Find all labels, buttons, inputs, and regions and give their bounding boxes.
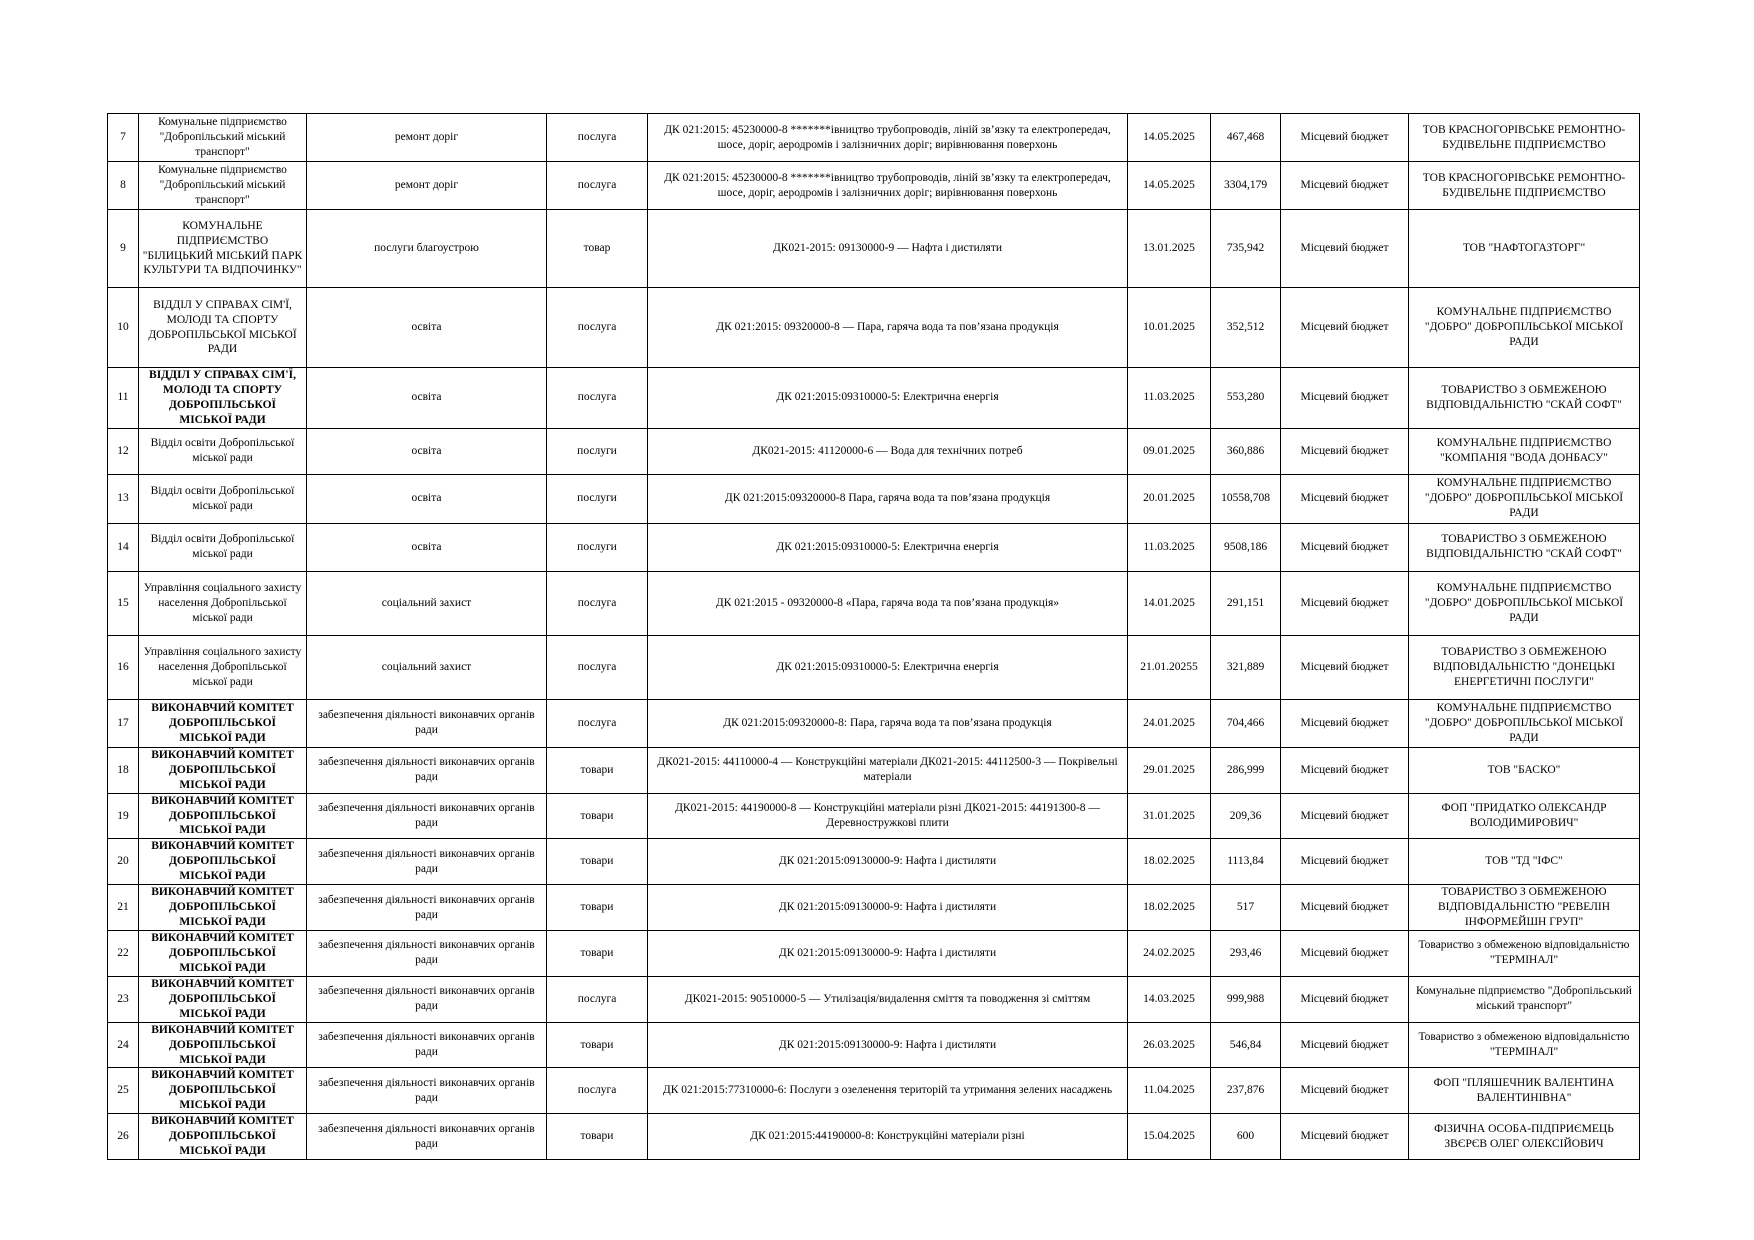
amount-cell: 286,999	[1211, 747, 1281, 793]
funding-source-cell: Місцевий бюджет	[1281, 368, 1409, 429]
purpose-cell: ремонт доріг	[307, 162, 547, 210]
cpv-code-cell: ДК 021:2015:44190000-8: Конструкційні матеріали різні	[648, 1114, 1128, 1160]
amount-cell: 360,886	[1211, 428, 1281, 474]
row-number: 15	[108, 571, 139, 635]
supplier-cell: ТОВАРИСТВО З ОБМЕЖЕНОЮ ВІДПОВІДАЛЬНІСТЮ "РЕВЕЛІН ІНФОРМЕЙШН ГРУП"	[1409, 885, 1640, 931]
date-cell: 14.01.2025	[1128, 571, 1211, 635]
amount-cell: 10558,708	[1211, 474, 1281, 523]
row-number: 11	[108, 368, 139, 429]
procurement-type-cell: товари	[547, 839, 648, 885]
cpv-code-cell: ДК 021:2015:09130000-9: Нафта і дистиляти	[648, 885, 1128, 931]
amount-cell: 467,468	[1211, 114, 1281, 162]
table-row	[108, 1068, 1640, 1114]
table-row	[108, 288, 1640, 368]
row-number: 10	[108, 288, 139, 368]
supplier-cell: ТОВАРИСТВО З ОБМЕЖЕНОЮ ВІДПОВІДАЛЬНІСТЮ "СКАЙ СОФТ"	[1409, 523, 1640, 571]
funding-source-cell: Місцевий бюджет	[1281, 1022, 1409, 1068]
row-number: 26	[108, 1114, 139, 1160]
procurement-type-cell: послуга	[547, 976, 648, 1022]
date-cell: 13.01.2025	[1128, 210, 1211, 288]
date-cell: 15.04.2025	[1128, 1114, 1211, 1160]
table-row	[108, 1114, 1640, 1160]
cpv-code-cell: ДК021-2015: 44110000-4 — Конструкційні матеріали ДК021-2015: 44112500-3 — Покрівельні матеріали	[648, 747, 1128, 793]
purpose-cell: ремонт доріг	[307, 114, 547, 162]
purpose-cell: забезпечення діяльності виконавчих органів ради	[307, 885, 547, 931]
funding-source-cell: Місцевий бюджет	[1281, 976, 1409, 1022]
row-number: 13	[108, 474, 139, 523]
row-number: 22	[108, 931, 139, 977]
table-row	[108, 523, 1640, 571]
table-row	[108, 793, 1640, 839]
row-number: 16	[108, 635, 139, 699]
table-row	[108, 931, 1640, 977]
amount-cell: 553,280	[1211, 368, 1281, 429]
table-row	[108, 162, 1640, 210]
cpv-code-cell: ДК021-2015: 90510000-5 — Утилізація/видалення сміття та поводження зі сміттям	[648, 976, 1128, 1022]
cpv-code-cell: ДК 021:2015: 45230000-8 *******івництво трубопроводів, ліній зв’язку та електропередач, шосе, доріг, аеродромів і залізничних доріг; вирівнювання поверхонь	[648, 162, 1128, 210]
date-cell: 14.05.2025	[1128, 114, 1211, 162]
cpv-code-cell: ДК 021:2015: 09320000-8 — Пара, гаряча вода та пов’язана продукція	[648, 288, 1128, 368]
purpose-cell: забезпечення діяльності виконавчих органів ради	[307, 1022, 547, 1068]
purpose-cell: забезпечення діяльності виконавчих органів ради	[307, 1068, 547, 1114]
row-number: 9	[108, 210, 139, 288]
date-cell: 26.03.2025	[1128, 1022, 1211, 1068]
date-cell: 24.02.2025	[1128, 931, 1211, 977]
procurement-type-cell: послуга	[547, 288, 648, 368]
purpose-cell: освіта	[307, 523, 547, 571]
procurement-table	[107, 113, 1640, 1160]
amount-cell: 3304,179	[1211, 162, 1281, 210]
organization-cell: Комунальне підприємство "Добропільський міський транспорт"	[139, 162, 307, 210]
row-number: 18	[108, 747, 139, 793]
row-number: 23	[108, 976, 139, 1022]
date-cell: 11.04.2025	[1128, 1068, 1211, 1114]
funding-source-cell: Місцевий бюджет	[1281, 839, 1409, 885]
purpose-cell: освіта	[307, 288, 547, 368]
cpv-code-cell: ДК 021:2015:77310000-6: Послуги з озеленення територій та утримання зелених насаджень	[648, 1068, 1128, 1114]
amount-cell: 291,151	[1211, 571, 1281, 635]
organization-cell: ВІДДІЛ У СПРАВАХ СІМ'Ї, МОЛОДІ ТА СПОРТУ ДОБРОПІЛЬСЬКОЇ МІСЬКОЇ РАДИ	[139, 368, 307, 429]
supplier-cell: ТОВ "НАФТОГАЗТОРГ"	[1409, 210, 1640, 288]
organization-cell: Управління соціального захисту населення Добропільської міської ради	[139, 571, 307, 635]
funding-source-cell: Місцевий бюджет	[1281, 635, 1409, 699]
table-row	[108, 571, 1640, 635]
funding-source-cell: Місцевий бюджет	[1281, 931, 1409, 977]
date-cell: 09.01.2025	[1128, 428, 1211, 474]
supplier-cell: КОМУНАЛЬНЕ ПІДПРИЄМСТВО "ДОБРО" ДОБРОПІЛЬСЬКОЇ МІСЬКОЇ РАДИ	[1409, 474, 1640, 523]
procurement-type-cell: послуга	[547, 571, 648, 635]
date-cell: 20.01.2025	[1128, 474, 1211, 523]
supplier-cell: ТОВАРИСТВО З ОБМЕЖЕНОЮ ВІДПОВІДАЛЬНІСТЮ "СКАЙ СОФТ"	[1409, 368, 1640, 429]
purpose-cell: забезпечення діяльності виконавчих органів ради	[307, 839, 547, 885]
purpose-cell: освіта	[307, 368, 547, 429]
amount-cell: 321,889	[1211, 635, 1281, 699]
purpose-cell: забезпечення діяльності виконавчих органів ради	[307, 747, 547, 793]
date-cell: 14.03.2025	[1128, 976, 1211, 1022]
cpv-code-cell: ДК 021:2015:09310000-5: Електрична енергія	[648, 368, 1128, 429]
procurement-type-cell: товари	[547, 793, 648, 839]
funding-source-cell: Місцевий бюджет	[1281, 793, 1409, 839]
row-number: 8	[108, 162, 139, 210]
procurement-type-cell: послуги	[547, 474, 648, 523]
purpose-cell: освіта	[307, 474, 547, 523]
organization-cell: Комунальне підприємство "Добропільський міський транспорт"	[139, 114, 307, 162]
supplier-cell: ТОВАРИСТВО З ОБМЕЖЕНОЮ ВІДПОВІДАЛЬНІСТЮ "ДОНЕЦЬКІ ЕНЕРГЕТИЧНІ ПОСЛУГИ"	[1409, 635, 1640, 699]
cpv-code-cell: ДК021-2015: 44190000-8 — Конструкційні матеріали різні ДК021-2015: 44191300-8 — Деревностружкові плити	[648, 793, 1128, 839]
funding-source-cell: Місцевий бюджет	[1281, 571, 1409, 635]
supplier-cell: Комунальне підприємство "Добропільський міський транспорт"	[1409, 976, 1640, 1022]
table-row	[108, 839, 1640, 885]
supplier-cell: ТОВ "ТД "ІФС"	[1409, 839, 1640, 885]
cpv-code-cell: ДК 021:2015:09320000-8: Пара, гаряча вода та пов’язана продукція	[648, 699, 1128, 747]
row-number: 17	[108, 699, 139, 747]
procurement-type-cell: послуги	[547, 428, 648, 474]
table-row	[108, 699, 1640, 747]
purpose-cell: соціальний захист	[307, 571, 547, 635]
organization-cell: ВИКОНАВЧИЙ КОМІТЕТ ДОБРОПІЛЬСЬКОЇ МІСЬКОЇ РАДИ	[139, 1114, 307, 1160]
funding-source-cell: Місцевий бюджет	[1281, 523, 1409, 571]
supplier-cell: ТОВ КРАСНОГОРІВСЬКЕ РЕМОНТНО-БУДІВЕЛЬНЕ ПІДПРИЄМСТВО	[1409, 114, 1640, 162]
amount-cell: 517	[1211, 885, 1281, 931]
cpv-code-cell: ДК 021:2015 - 09320000-8 «Пара, гаряча вода та пов’язана продукція»	[648, 571, 1128, 635]
table-row	[108, 368, 1640, 429]
funding-source-cell: Місцевий бюджет	[1281, 474, 1409, 523]
amount-cell: 237,876	[1211, 1068, 1281, 1114]
purpose-cell: забезпечення діяльності виконавчих органів ради	[307, 931, 547, 977]
date-cell: 29.01.2025	[1128, 747, 1211, 793]
row-number: 25	[108, 1068, 139, 1114]
cpv-code-cell: ДК 021:2015: 45230000-8 *******івництво трубопроводів, ліній зв’язку та електропередач, шосе, доріг, аеродромів і залізничних доріг; вирівнювання поверхонь	[648, 114, 1128, 162]
procurement-type-cell: послуга	[547, 162, 648, 210]
procurement-type-cell: товари	[547, 931, 648, 977]
date-cell: 18.02.2025	[1128, 885, 1211, 931]
organization-cell: ВИКОНАВЧИЙ КОМІТЕТ ДОБРОПІЛЬСЬКОЇ МІСЬКОЇ РАДИ	[139, 976, 307, 1022]
table-row	[108, 114, 1640, 162]
cpv-code-cell: ДК 021:2015:09130000-9: Нафта і дистиляти	[648, 931, 1128, 977]
funding-source-cell: Місцевий бюджет	[1281, 1114, 1409, 1160]
organization-cell: КОМУНАЛЬНЕ ПІДПРИЄМСТВО "БІЛИЦЬКИЙ МІСЬКИЙ ПАРК КУЛЬТУРИ ТА ВІДПОЧИНКУ"	[139, 210, 307, 288]
date-cell: 24.01.2025	[1128, 699, 1211, 747]
table-row	[108, 635, 1640, 699]
supplier-cell: ТОВ "БАСКО"	[1409, 747, 1640, 793]
funding-source-cell: Місцевий бюджет	[1281, 747, 1409, 793]
funding-source-cell: Місцевий бюджет	[1281, 428, 1409, 474]
amount-cell: 704,466	[1211, 699, 1281, 747]
date-cell: 21.01.20255	[1128, 635, 1211, 699]
table-row	[108, 474, 1640, 523]
table-row	[108, 210, 1640, 288]
funding-source-cell: Місцевий бюджет	[1281, 210, 1409, 288]
purpose-cell: освіта	[307, 428, 547, 474]
purpose-cell: забезпечення діяльності виконавчих органів ради	[307, 1114, 547, 1160]
cpv-code-cell: ДК 021:2015:09130000-9: Нафта і дистиляти	[648, 1022, 1128, 1068]
procurement-type-cell: послуга	[547, 368, 648, 429]
procurement-type-cell: товари	[547, 885, 648, 931]
supplier-cell: ФОП "ПЛЯШЕЧНИК ВАЛЕНТИНА ВАЛЕНТИНІВНА"	[1409, 1068, 1640, 1114]
date-cell: 31.01.2025	[1128, 793, 1211, 839]
organization-cell: ВИКОНАВЧИЙ КОМІТЕТ ДОБРОПІЛЬСЬКОЇ МІСЬКОЇ РАДИ	[139, 885, 307, 931]
organization-cell: ВИКОНАВЧИЙ КОМІТЕТ ДОБРОПІЛЬСЬКОЇ МІСЬКОЇ РАДИ	[139, 839, 307, 885]
funding-source-cell: Місцевий бюджет	[1281, 288, 1409, 368]
supplier-cell: КОМУНАЛЬНЕ ПІДПРИЄМСТВО "ДОБРО" ДОБРОПІЛЬСЬКОЇ МІСЬКОЇ РАДИ	[1409, 288, 1640, 368]
organization-cell: ВИКОНАВЧИЙ КОМІТЕТ ДОБРОПІЛЬСЬКОЇ МІСЬКОЇ РАДИ	[139, 1022, 307, 1068]
amount-cell: 999,988	[1211, 976, 1281, 1022]
row-number: 20	[108, 839, 139, 885]
procurement-type-cell: послуги	[547, 523, 648, 571]
amount-cell: 9508,186	[1211, 523, 1281, 571]
purpose-cell: соціальний захист	[307, 635, 547, 699]
funding-source-cell: Місцевий бюджет	[1281, 885, 1409, 931]
procurement-type-cell: послуга	[547, 1068, 648, 1114]
supplier-cell: ФІЗИЧНА ОСОБА-ПІДПРИЄМЕЦЬ ЗВЄРЄВ ОЛЕГ ОЛЕКСІЙОВИЧ	[1409, 1114, 1640, 1160]
procurement-type-cell: послуга	[547, 114, 648, 162]
date-cell: 10.01.2025	[1128, 288, 1211, 368]
row-number: 12	[108, 428, 139, 474]
supplier-cell: Товариство з обмеженою відповідальністю "ТЕРМІНАЛ"	[1409, 931, 1640, 977]
cpv-code-cell: ДК 021:2015:09320000-8 Пара, гаряча вода та пов’язана продукція	[648, 474, 1128, 523]
supplier-cell: КОМУНАЛЬНЕ ПІДПРИЄМСТВО "КОМПАНІЯ "ВОДА ДОНБАСУ"	[1409, 428, 1640, 474]
purpose-cell: забезпечення діяльності виконавчих органів ради	[307, 699, 547, 747]
supplier-cell: КОМУНАЛЬНЕ ПІДПРИЄМСТВО "ДОБРО" ДОБРОПІЛЬСЬКОЇ МІСЬКОЇ РАДИ	[1409, 571, 1640, 635]
procurement-type-cell: товари	[547, 1114, 648, 1160]
organization-cell: ВИКОНАВЧИЙ КОМІТЕТ ДОБРОПІЛЬСЬКОЇ МІСЬКОЇ РАДИ	[139, 931, 307, 977]
funding-source-cell: Місцевий бюджет	[1281, 114, 1409, 162]
amount-cell: 1113,84	[1211, 839, 1281, 885]
row-number: 19	[108, 793, 139, 839]
procurement-type-cell: товари	[547, 747, 648, 793]
organization-cell: ВИКОНАВЧИЙ КОМІТЕТ ДОБРОПІЛЬСЬКОЇ МІСЬКОЇ РАДИ	[139, 793, 307, 839]
table-row	[108, 976, 1640, 1022]
organization-cell: ВІДДІЛ У СПРАВАХ СІМ'Ї, МОЛОДІ ТА СПОРТУ ДОБРОПІЛЬСЬКОЇ МІСЬКОЇ РАДИ	[139, 288, 307, 368]
date-cell: 11.03.2025	[1128, 368, 1211, 429]
funding-source-cell: Місцевий бюджет	[1281, 162, 1409, 210]
amount-cell: 546,84	[1211, 1022, 1281, 1068]
procurement-type-cell: товар	[547, 210, 648, 288]
cpv-code-cell: ДК021-2015: 41120000-6 — Вода для технічних потреб	[648, 428, 1128, 474]
purpose-cell: забезпечення діяльності виконавчих органів ради	[307, 793, 547, 839]
amount-cell: 352,512	[1211, 288, 1281, 368]
organization-cell: ВИКОНАВЧИЙ КОМІТЕТ ДОБРОПІЛЬСЬКОЇ МІСЬКОЇ РАДИ	[139, 747, 307, 793]
procurement-type-cell: послуга	[547, 699, 648, 747]
table-row	[108, 1022, 1640, 1068]
amount-cell: 293,46	[1211, 931, 1281, 977]
organization-cell: ВИКОНАВЧИЙ КОМІТЕТ ДОБРОПІЛЬСЬКОЇ МІСЬКОЇ РАДИ	[139, 699, 307, 747]
funding-source-cell: Місцевий бюджет	[1281, 1068, 1409, 1114]
row-number: 21	[108, 885, 139, 931]
organization-cell: Управління соціального захисту населення Добропільської міської ради	[139, 635, 307, 699]
cpv-code-cell: ДК 021:2015:09310000-5: Електрична енергія	[648, 523, 1128, 571]
supplier-cell: ТОВ КРАСНОГОРІВСЬКЕ РЕМОНТНО-БУДІВЕЛЬНЕ ПІДПРИЄМСТВО	[1409, 162, 1640, 210]
organization-cell: Відділ освіти Добропільської міської ради	[139, 474, 307, 523]
cpv-code-cell: ДК021-2015: 09130000-9 — Нафта і дистиляти	[648, 210, 1128, 288]
organization-cell: ВИКОНАВЧИЙ КОМІТЕТ ДОБРОПІЛЬСЬКОЇ МІСЬКОЇ РАДИ	[139, 1068, 307, 1114]
table-row	[108, 885, 1640, 931]
table-row	[108, 747, 1640, 793]
organization-cell: Відділ освіти Добропільської міської ради	[139, 428, 307, 474]
supplier-cell: Товариство з обмеженою відповідальністю "ТЕРМІНАЛ"	[1409, 1022, 1640, 1068]
date-cell: 11.03.2025	[1128, 523, 1211, 571]
supplier-cell: КОМУНАЛЬНЕ ПІДПРИЄМСТВО "ДОБРО" ДОБРОПІЛЬСЬКОЇ МІСЬКОЇ РАДИ	[1409, 699, 1640, 747]
date-cell: 14.05.2025	[1128, 162, 1211, 210]
row-number: 24	[108, 1022, 139, 1068]
row-number: 14	[108, 523, 139, 571]
amount-cell: 209,36	[1211, 793, 1281, 839]
funding-source-cell: Місцевий бюджет	[1281, 699, 1409, 747]
purpose-cell: послуги благоустрою	[307, 210, 547, 288]
cpv-code-cell: ДК 021:2015:09130000-9: Нафта і дистиляти	[648, 839, 1128, 885]
organization-cell: Відділ освіти Добропільської міської ради	[139, 523, 307, 571]
cpv-code-cell: ДК 021:2015:09310000-5: Електрична енергія	[648, 635, 1128, 699]
amount-cell: 600	[1211, 1114, 1281, 1160]
supplier-cell: ФОП "ПРИДАТКО ОЛЕКСАНДР ВОЛОДИМИРОВИЧ"	[1409, 793, 1640, 839]
amount-cell: 735,942	[1211, 210, 1281, 288]
row-number: 7	[108, 114, 139, 162]
date-cell: 18.02.2025	[1128, 839, 1211, 885]
procurement-type-cell: послуга	[547, 635, 648, 699]
table-row	[108, 428, 1640, 474]
purpose-cell: забезпечення діяльності виконавчих органів ради	[307, 976, 547, 1022]
procurement-type-cell: товари	[547, 1022, 648, 1068]
